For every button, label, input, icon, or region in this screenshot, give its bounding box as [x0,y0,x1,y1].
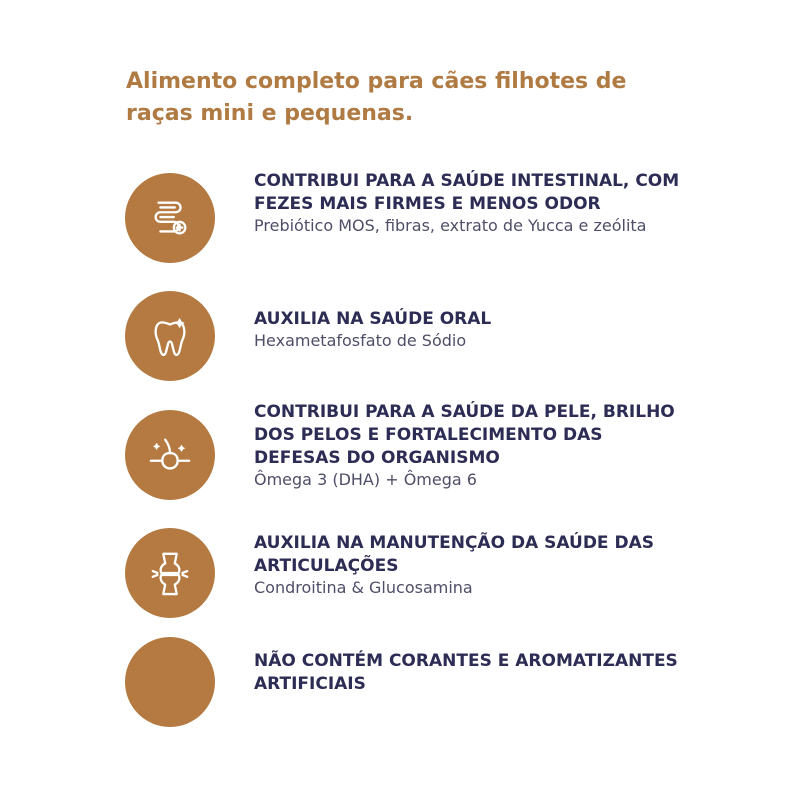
benefit-circle [125,173,215,263]
headline: Alimento completo para cães filhotes de raças mini e pequenas. [126,69,627,126]
benefit-title: AUXILIA NA SAÚDE ORAL [254,309,492,329]
benefit-description: Prebiótico MOS, fibras, extrato de Yucca e zeólita [254,216,647,235]
benefit-title: CONTRIBUI PARA A SAÚDE INTESTINAL, COM FEZES MAIS FIRMES E MENOS ODOR [254,171,680,214]
benefit-description: Ômega 3 (DHA) + Ômega 6 [254,470,477,489]
intestine-icon [147,195,193,241]
benefit-description: Condroitina & Glucosamina [254,578,473,597]
benefit-title: AUXILIA NA MANUTENÇÃO DA SAÚDE DAS ARTICULAÇÕES [254,533,654,576]
benefit-text [254,650,694,696]
tooth-icon [147,313,193,359]
benefit-circle [125,528,215,618]
benefit-text [254,532,694,598]
benefit-text [254,308,694,351]
benefit-title: CONTRIBUI PARA A SAÚDE DA PELE, BRILHO DOS PELOS E FORTALECIMENTO DAS DEFESAS DO ORGANISMO [254,402,675,468]
joint-icon [147,550,193,596]
benefit-title: NÃO CONTÉM CORANTES E AROMATIZANTES ARTIFICIAIS [254,651,678,694]
benefit-circle [125,291,215,381]
benefit-circle [125,410,215,500]
benefit-text [254,170,694,236]
hair-follicle-icon [147,432,193,478]
benefit-description: Hexametafosfato de Sódio [254,331,467,350]
benefit-circle [125,637,215,727]
benefit-text [254,401,694,490]
